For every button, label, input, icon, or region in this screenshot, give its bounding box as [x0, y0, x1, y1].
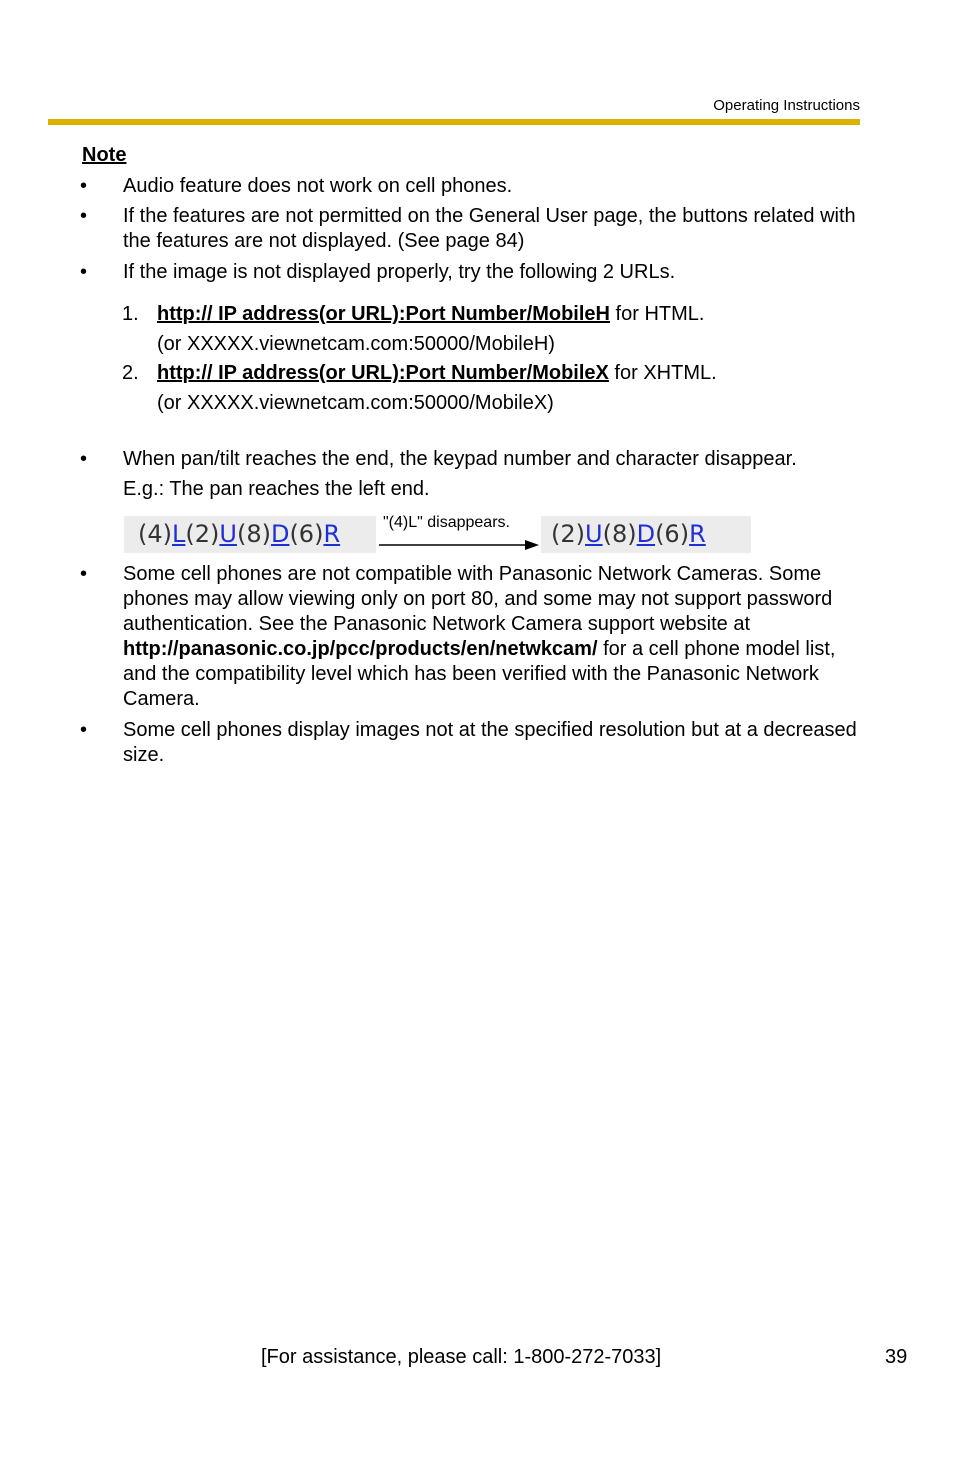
bullet-marker: • — [80, 448, 88, 470]
note-bullet-4: When pan/tilt reaches the end, the keypad number and character disappear. — [123, 448, 797, 470]
keypad-number: (4) — [138, 520, 172, 548]
keypad-number: (2) — [185, 520, 220, 548]
mobilex-url-link[interactable]: http:// IP address(or URL):Port Number/MobileX — [157, 362, 609, 384]
footer-assistance: [For assistance, please call: 1-800-272-7033] — [261, 1346, 662, 1368]
url-suffix: for HTML. — [609, 303, 705, 325]
keypad-letter: L — [172, 520, 186, 548]
note-bullet-5 — [123, 562, 863, 712]
note-bullet-1: Audio feature does not work on cell phones. — [123, 175, 513, 197]
keypad-letter: U — [219, 520, 237, 548]
right-arrow-icon — [379, 538, 539, 552]
bullet-marker: • — [80, 719, 88, 741]
url-example-2: (or XXXXX.viewnetcam.com:50000/MobileX) — [157, 392, 554, 414]
url-list-number: 1. — [122, 303, 139, 325]
url-list-number: 2. — [122, 362, 139, 384]
running-header: Operating Instructions — [713, 97, 860, 114]
bullet-5-text: for a cell phone model list, and the compatibility level which has been verified with the Panasonic Network Camera. — [123, 638, 836, 710]
bullet-marker: • — [80, 205, 88, 227]
keypad-number: (8) — [236, 520, 271, 548]
bullet-5-text: Some cell phones are not compatible with Panasonic Network Cameras. Some phones may allow viewing only on port 80, and some may not support password authentication. See the Panasonic Network Camera support website at — [123, 563, 833, 635]
keypad-letter: D — [636, 520, 656, 548]
keypad-number: (6) — [655, 520, 690, 548]
bullet-marker: • — [80, 563, 88, 585]
keypad-number: (2) — [551, 520, 585, 548]
keypad-letter: D — [270, 520, 290, 548]
bullet-marker: • — [80, 175, 88, 197]
note-bullet-6: Some cell phones display images not at the specified resolution but at a decreased size. — [123, 719, 857, 766]
arrow-caption: "(4)L" disappears. — [383, 514, 510, 531]
bullet-marker: • — [80, 261, 88, 283]
url-item-2 — [157, 361, 717, 386]
url-suffix: for XHTML. — [608, 362, 717, 384]
support-website-url[interactable]: http://panasonic.co.jp/pcc/products/en/netwkcam/ — [123, 638, 598, 660]
keypad-number: (8) — [602, 520, 637, 548]
keypad-letter: U — [585, 520, 603, 548]
note-bullet-2: If the features are not permitted on the General User page, the buttons related with the features are not displayed. (See page 84) — [123, 205, 856, 252]
keypad-letter: R — [323, 520, 341, 548]
keypad-letter: R — [689, 520, 706, 548]
url-example-1: (or XXXXX.viewnetcam.com:50000/MobileH) — [157, 333, 555, 355]
note-bullet-3: If the image is not displayed properly, try the following 2 URLs. — [123, 261, 676, 283]
keypad-after-image — [541, 516, 751, 553]
header-rule — [48, 119, 860, 125]
page-number: 39 — [885, 1346, 908, 1368]
note-heading: Note — [82, 144, 127, 166]
note-bullet-4-example: E.g.: The pan reaches the left end. — [123, 478, 430, 500]
url-item-1 — [157, 302, 704, 327]
mobileh-url-link[interactable]: http:// IP address(or URL):Port Number/MobileH — [157, 303, 610, 325]
keypad-number: (6) — [289, 520, 324, 548]
keypad-before-image — [124, 516, 376, 553]
